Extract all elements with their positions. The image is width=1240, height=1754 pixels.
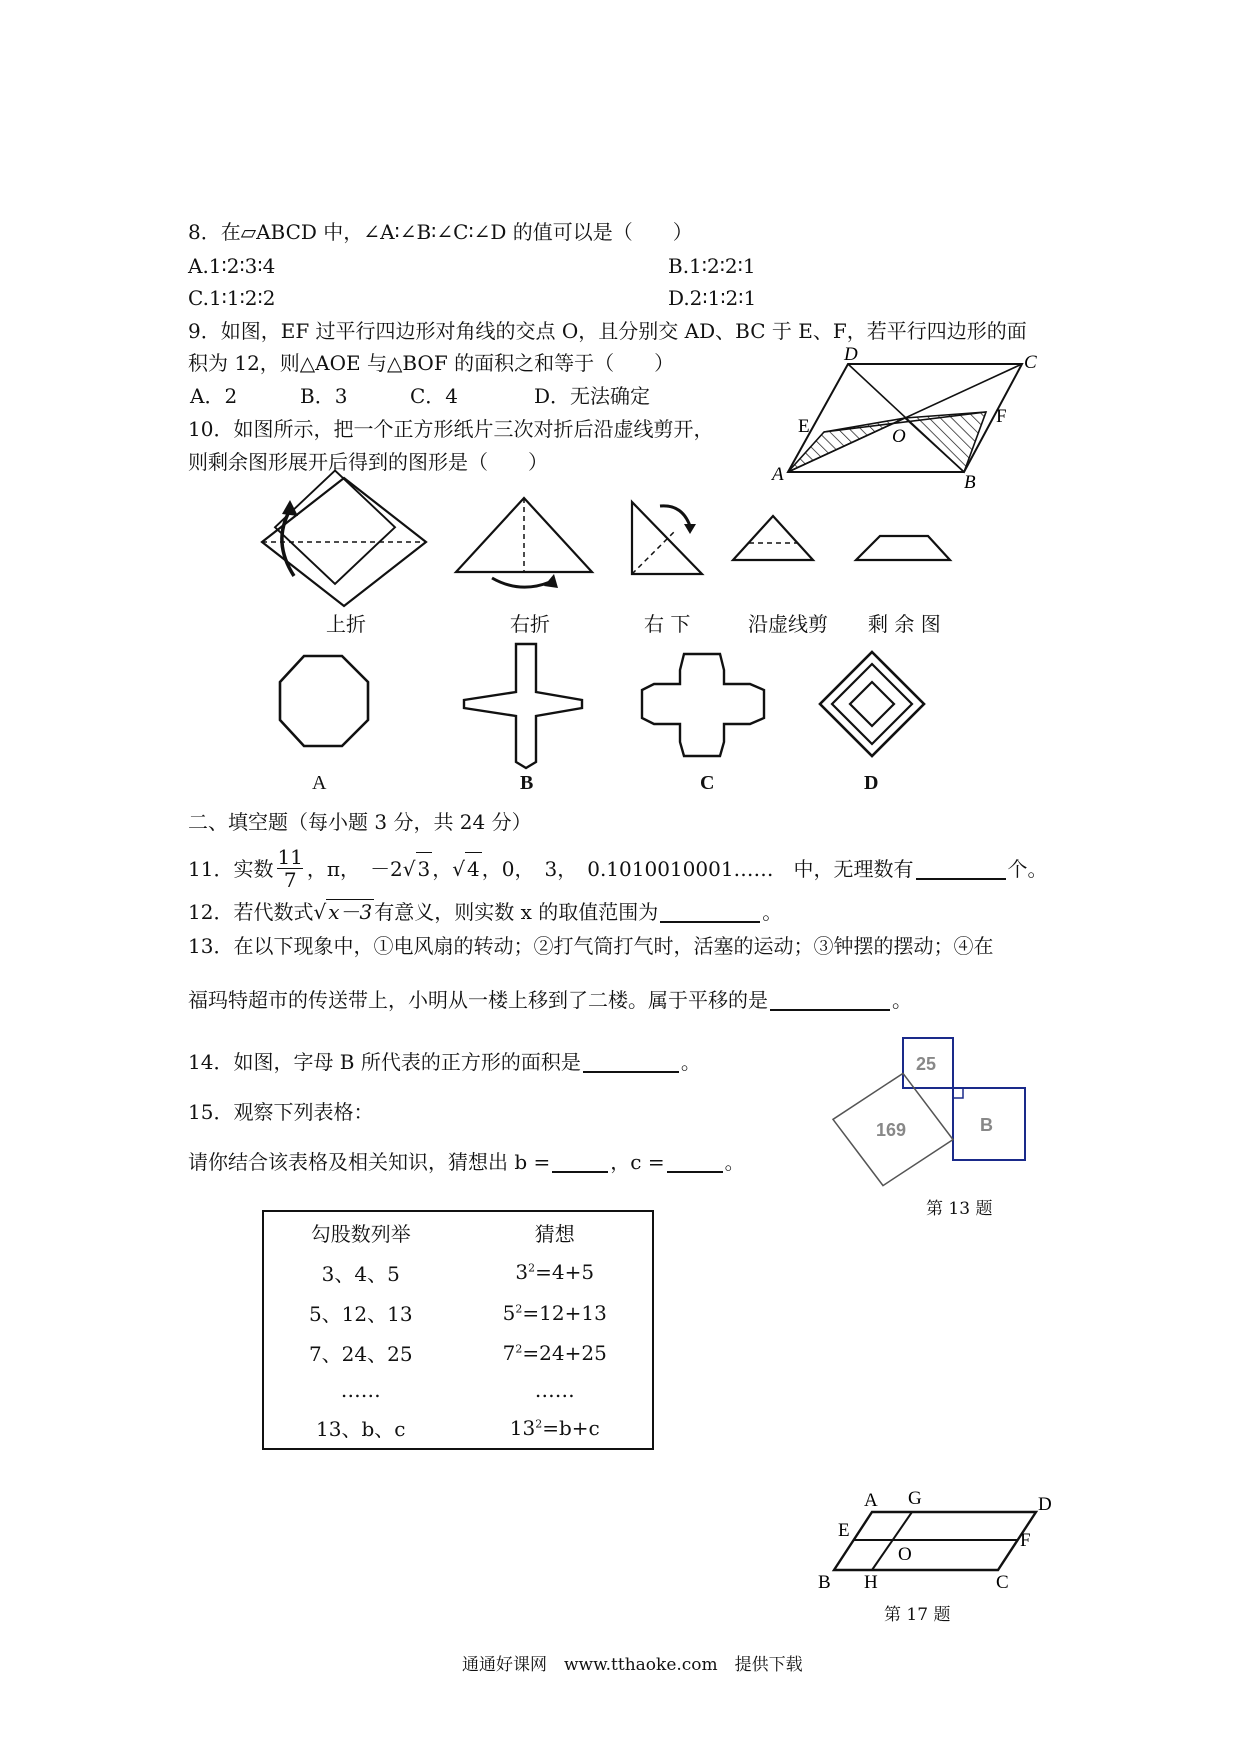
- q15-pythagorean-table: [262, 1210, 654, 1450]
- q9-label-f: F: [996, 406, 1007, 427]
- q10-step-label-cut: 沿虚线剪: [748, 612, 828, 636]
- q12-answer-blank[interactable]: [660, 901, 760, 923]
- q9-option-a: A．2: [190, 384, 238, 408]
- q12-mid: 有意义，则实数 x 的取值范围为: [374, 900, 659, 924]
- q10-option-label-c: C: [700, 772, 715, 794]
- q11-sqrt-sign-2: √: [452, 856, 466, 881]
- q14-answer-blank[interactable]: [583, 1051, 679, 1073]
- q12-suffix: 。: [762, 900, 783, 924]
- q9-line2: 积为 12，则△AOE 与△BOF 的面积之和等于（ ）: [188, 351, 675, 375]
- q14-label-169: 169: [876, 1120, 907, 1140]
- fig17-label-d: D: [1038, 1494, 1052, 1515]
- q11-fraction: [277, 846, 302, 891]
- q9-parallelogram-figure: [770, 344, 1050, 493]
- fig17-label-f: F: [1020, 1530, 1031, 1551]
- q10-option-d-nested-diamonds: [818, 648, 928, 758]
- q9-option-b: B．3: [300, 384, 348, 408]
- q14-label-25: 25: [916, 1054, 937, 1074]
- fig17-parallelogram: [816, 1490, 1076, 1600]
- q13-line1: 13．在以下现象中，①电风扇的转动；②打气筒打气时，活塞的运动；③钟摆的摆动；④在: [188, 934, 994, 958]
- q15-c-blank[interactable]: [667, 1151, 723, 1173]
- q10-option-label-b: B: [520, 772, 534, 794]
- fig17-label-g: G: [908, 1488, 922, 1509]
- q9-label-a: A: [772, 464, 784, 485]
- q9-option-c: C．4: [410, 384, 459, 408]
- q11-rad2: 4: [465, 852, 482, 885]
- q10-step4-cut-triangle: [725, 510, 825, 590]
- q10-option-label-d: D: [864, 772, 879, 794]
- q10-line1: 10．如图所示，把一个正方形纸片三次对折后沿虚线剪开，: [188, 417, 714, 441]
- q11-frac-num: 11: [277, 845, 303, 869]
- table-cell: 13、b、c: [316, 1417, 406, 1442]
- table-cell: $7^2=24+25$: [502, 1340, 607, 1365]
- q12-prefix: 12．若代数式: [188, 900, 314, 924]
- fig17-label-c: C: [996, 1572, 1009, 1593]
- table-cell: ……: [534, 1378, 575, 1403]
- q15-line2-suffix: 。: [724, 1150, 745, 1174]
- table-row: [263, 1292, 653, 1332]
- table-cell: $5^2=12+13$: [502, 1300, 607, 1325]
- q11-prefix: 11．实数: [188, 856, 274, 881]
- q14-suffix: 。: [680, 1050, 701, 1074]
- q8-stem: 8．在▱ABCD 中，∠A∶∠B∶∠C∶∠D 的值可以是（ ）: [188, 220, 693, 244]
- q13-line2-wrap: [188, 984, 912, 1016]
- q8-option-a: A.1∶2∶3∶4: [188, 254, 276, 278]
- q12-sqrt-sign: √: [313, 900, 327, 924]
- q9-label-d: D: [844, 344, 858, 365]
- fig17-label-b: B: [818, 1572, 831, 1593]
- table-cell: 3、4、5: [321, 1261, 400, 1286]
- q9-label-b: B: [964, 472, 976, 493]
- q10-option-a-octagon: [276, 652, 376, 752]
- q15-line1: 15．观察下列表格：: [188, 1100, 374, 1124]
- q11-pi: ，π，: [306, 856, 361, 881]
- q13-answer-blank[interactable]: [770, 989, 890, 1011]
- q8-option-c: C.1∶1∶2∶2: [188, 286, 276, 310]
- q10-step5-trapezoid: [850, 530, 960, 580]
- q11-comma: ，: [432, 856, 453, 881]
- q10-option-label-a: A: [312, 772, 327, 794]
- fig17-caption: 第 17 题: [884, 1605, 951, 1625]
- table-header-listing: 勾股数列举: [310, 1221, 411, 1246]
- q15-b-blank[interactable]: [552, 1151, 608, 1173]
- table-header-row: [263, 1211, 653, 1252]
- q13-suffix: 。: [892, 988, 912, 1012]
- table-cell: 7、24、25: [308, 1342, 413, 1367]
- q10-option-b-cross: [460, 640, 590, 770]
- table-row: [263, 1373, 653, 1408]
- q10-step3-half-triangle: [620, 490, 720, 590]
- section2-title: 二、填空题（每小题 3 分，共 24 分）: [188, 810, 532, 834]
- q8-option-d: D.2∶1∶2∶1: [668, 286, 757, 310]
- q10-step-label-right-fold: 右折: [510, 612, 550, 636]
- fig17-label-a: A: [864, 1490, 878, 1511]
- table-cell: $13^2=b+c$: [509, 1415, 600, 1440]
- q10-option-c-cross: [640, 650, 770, 762]
- q8-option-b: B.1∶2∶2∶1: [668, 254, 756, 278]
- q14-line: [188, 1046, 701, 1078]
- q15-line2: [188, 1146, 745, 1178]
- q14-squares-figure: [836, 1030, 1036, 1200]
- q15-line2-mid: ，c =: [610, 1150, 665, 1174]
- table-header-guess: 猜想: [534, 1221, 575, 1246]
- q9-label-o: O: [892, 426, 906, 447]
- q9-option-d: D．无法确定: [534, 384, 651, 408]
- q11-rest: ，0， 3， 0.1010010001…… 中，无理数有: [481, 856, 914, 881]
- q11-suffix: 个。: [1007, 856, 1048, 881]
- q11-line: [188, 846, 1048, 891]
- page-footer: 通通好课网 www.tthaoke.com 提供下载: [462, 1655, 803, 1675]
- table-row: [263, 1252, 653, 1292]
- fig17-label-o: O: [898, 1544, 912, 1565]
- q9-label-e: E: [798, 416, 810, 437]
- q14-caption: 第 13 题: [926, 1199, 993, 1219]
- q15-line2-prefix: 请你结合该表格及相关知识，猜想出 b =: [188, 1150, 551, 1174]
- q10-step-label-up-fold: 上折: [326, 612, 366, 636]
- q9-line1: 9．如图，EF 过平行四边形对角线的交点 O，且分别交 AD、BC 于 E、F，若平行四边形的面: [188, 319, 1027, 343]
- table-row: [263, 1408, 653, 1449]
- q13-line2: 福玛特超市的传送带上，小明从一楼上移到了二楼。属于平移的是: [188, 988, 768, 1012]
- fig17-label-h: H: [864, 1572, 878, 1593]
- table-cell: $3^2=4+5$: [515, 1260, 595, 1285]
- table-cell: ……: [340, 1378, 381, 1403]
- q10-step-label-remaining: 剩 余 图: [868, 612, 941, 636]
- fig17-label-e: E: [838, 1520, 850, 1541]
- q10-step1-square: [280, 470, 440, 610]
- q11-answer-blank[interactable]: [916, 858, 1006, 880]
- q10-line2: 则剩余图形展开后得到的图形是（ ）: [188, 450, 548, 474]
- q11-neg: －2: [370, 856, 403, 881]
- q11-sqrt-sign-1: √: [402, 856, 416, 881]
- q10-step2-triangle: [450, 490, 600, 590]
- table-row: [263, 1333, 653, 1373]
- q14-label-b: B: [980, 1115, 993, 1135]
- q9-label-c: C: [1024, 352, 1037, 373]
- table-cell: 5、12、13: [308, 1302, 413, 1327]
- q12-line: [188, 896, 782, 928]
- q12-rad: x－3: [328, 900, 373, 924]
- q11-rad1: 3: [416, 852, 433, 885]
- q10-step-label-right-down: 右 下: [644, 612, 691, 636]
- q14-text: 14．如图，字母 B 所代表的正方形的面积是: [188, 1050, 581, 1074]
- q11-frac-den: 7: [283, 868, 297, 892]
